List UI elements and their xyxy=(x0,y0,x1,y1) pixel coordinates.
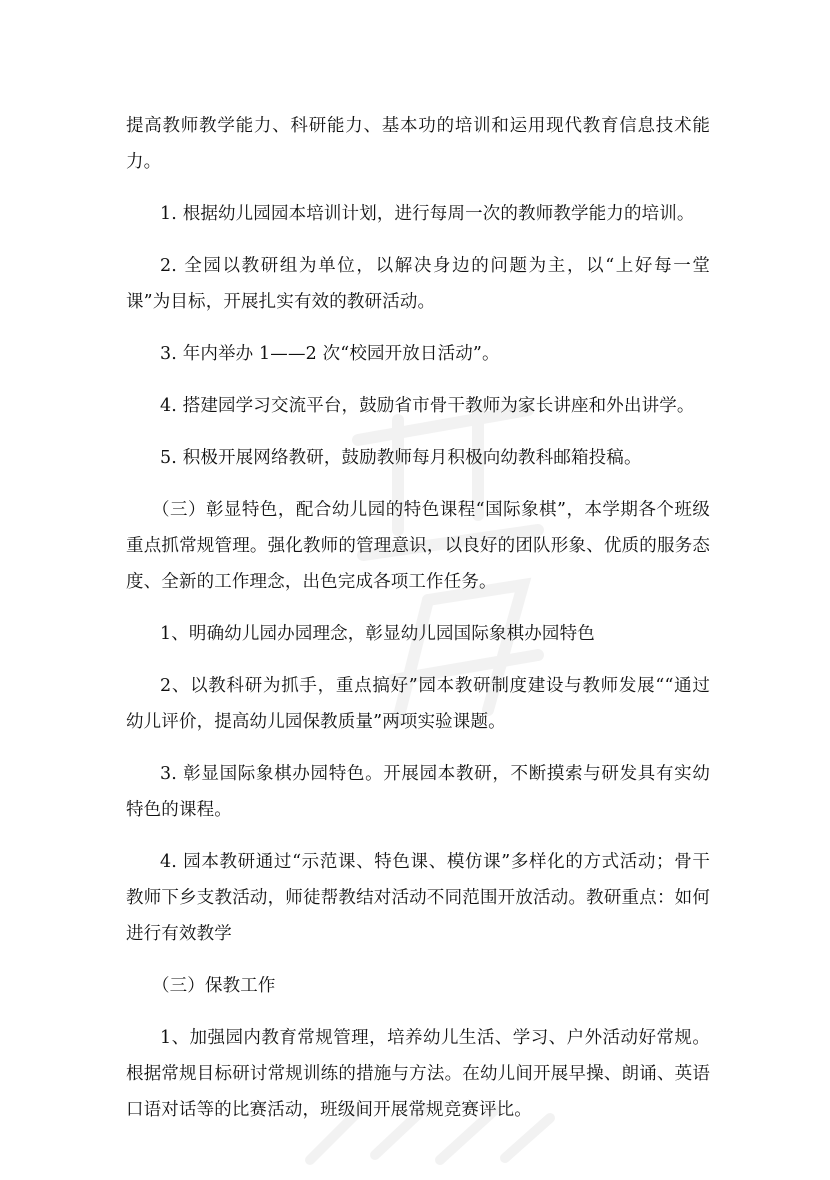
section-three-care-teaching: （三）保教工作 xyxy=(152,976,276,996)
feature-item-2: 2、以教科研为抓手，重点搞好”园本教研制度建设与教师发展““通过幼儿评价，提高幼儿园保教质量”两项实验课题。 xyxy=(126,676,710,732)
paragraph-item-4: 4. 搭建园学习交流平台，鼓励省市骨干教师为家长讲座和外出讲学。 xyxy=(160,396,695,416)
feature-item-3: 3. 彰显国际象棋办园特色。开展园本教研，不断摸索与研发具有实幼特色的课程。 xyxy=(126,764,710,820)
document-body xyxy=(126,108,710,1144)
paragraph-item-1: 1. 根据幼儿园园本培训计划，进行每周一次的教师教学能力的培训。 xyxy=(160,204,695,224)
paragraph-item-2: 2. 全园以教研组为单位，以解决身边的问题为主，以“上好每一堂课”为目标，开展扎实有效的教研活动。 xyxy=(126,256,710,312)
feature-item-4: 4. 园本教研通过“示范课、特色课、模仿课”多样化的方式活动；骨干教师下乡支教活动，师徒帮教结对活动不同范围开放活动。教研重点：如何进行有效教学 xyxy=(126,852,710,944)
feature-item-1: 1、明确幼儿园办园理念，彰显幼儿园国际象棋办园特色 xyxy=(160,624,595,644)
paragraph-intro: 提高教师教学能力、科研能力、基本功的培训和运用现代教育信息技术能力。 xyxy=(126,116,710,172)
paragraph-item-3: 3. 年内举办 1——2 次“校园开放日活动”。 xyxy=(160,344,500,364)
care-item-1: 1、加强园内教育常规管理，培养幼儿生活、学习、户外活动好常规。根据常规目标研讨常规训练的措施与方法。在幼儿间开展早操、朗诵、英语口语对话等的比赛活动，班级间开展常规竞赛评比。 xyxy=(126,1028,710,1120)
paragraph-item-5: 5. 积极开展网络教研，鼓励教师每月积极向幼教科邮箱投稿。 xyxy=(160,448,642,468)
section-three-features: （三）彰显特色，配合幼儿园的特色课程“国际象棋”，本学期各个班级重点抓常规管理。强化教师的管理意识，以良好的团队形象、优质的服务态度、全新的工作理念，出色完成各项工作任务。 xyxy=(126,500,710,592)
